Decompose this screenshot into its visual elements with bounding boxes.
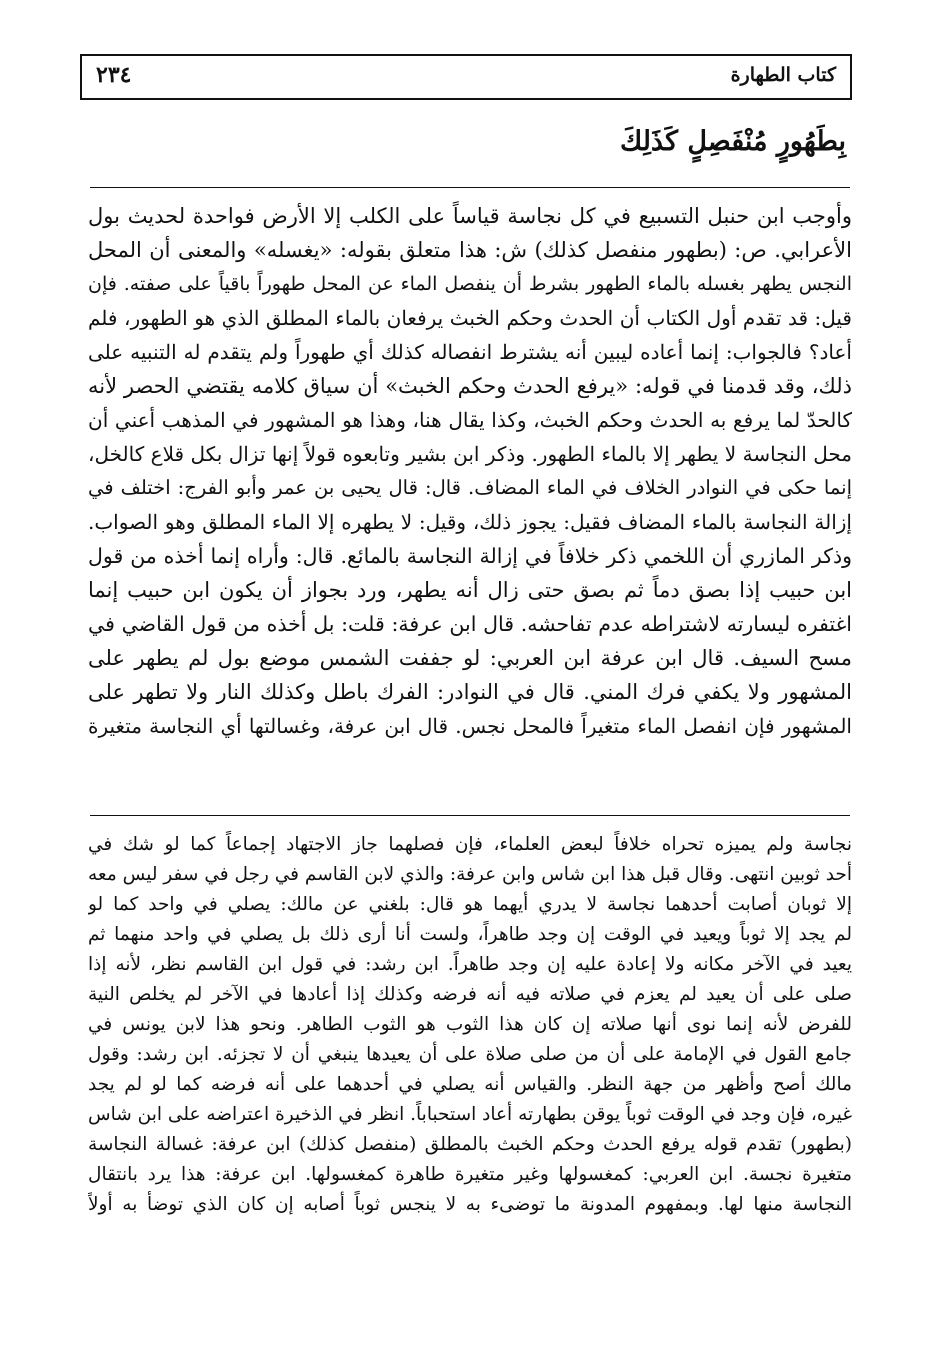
text-line: المشهور ولا يكفي فرك المني. قال في النوادر: الفرك باطل وكذلك النار ولا تطهر على bbox=[88, 680, 852, 704]
text-line: مسح السيف. قال ابن عرفة ابن العربي: لو جففت الشمس موضع بول لم يطهر على bbox=[88, 646, 852, 670]
text-line: المشهور فإن انفصل الماء متغيراً فالمحل نجس. قال ابن عرفة، وغسالتها أي النجاسة متغيرة bbox=[88, 714, 852, 738]
note-line: جامع القول في الإمامة على أن من صلى صلاة على أن يعيدها ينبغي أن لا تجزئه. ابن رشد: وقول bbox=[88, 1044, 852, 1065]
chapter-title: كتاب الطهارة bbox=[730, 64, 836, 86]
text-line: اغتفره ليسارته لاشتراطه عدم تفاحشه. قال ابن عرفة: قلت: بل أخذه من قول القاضي في bbox=[88, 612, 852, 636]
note-line: غيره، فإن وجد في الوقت ثوباً يوقن بطهارته أعاد استحباباً. انظر في الذخيرة اعتراضه على ابن شاس bbox=[88, 1104, 852, 1125]
note-line: النجاسة منها لها. وبمفهوم المدونة ما توضىء به لا ينجس ثوباً أصابه إن كان الذي توضأ به أولاً bbox=[88, 1194, 852, 1215]
text-line: إنما حكى في النوادر الخلاف في الماء المضاف. قال: قال يحيى بن عمر وأبو الفرج: اختلف في bbox=[88, 476, 852, 499]
running-header bbox=[80, 54, 852, 100]
text-line: أعاد؟ فالجواب: إنما أعاده ليبين أنه يشترط انفصاله كذلك أي طهوراً ولم يتقدم له التنبيه على bbox=[88, 340, 852, 364]
note-line: للفرض لأنه إنما نوى أنها صلاته إن كان هذا الثوب هو الثوب الطاهر. ونحو هذا لابن يونس في bbox=[88, 1014, 852, 1035]
note-line: صلى على أن يعيد لم يعزم في صلاته فيه أنه فرضه وكذلك إذا أعادها في الآخر لم يخلص النية bbox=[88, 984, 852, 1005]
text-line: الأعرابي. ص: (بطهور منفصل كذلك) ش: هذا متعلق بقوله: «يغسله» والمعنى أن المحل bbox=[88, 238, 852, 262]
text-line: إزالة النجاسة بالماء المضاف فقيل: يجوز ذلك، وقيل: لا يطهره إلا الماء المطلق وهو الصواب. bbox=[88, 510, 852, 534]
note-line: لم يجد إلا ثوباً ويعيد في الوقت إن وجد طاهراً، ولست أنا أرى ذلك بل يصلي في واحد منهما ثم bbox=[88, 924, 852, 945]
note-line: يعيد في الآخر مكانه ولا إعادة عليه إن وجد طاهراً. ابن رشد: في قول ابن القاسم نظر، لأنه إذا bbox=[88, 954, 852, 975]
matn-heading: بِطَهُورٍ مُنْفَصِلٍ كَذَلِكَ bbox=[619, 126, 846, 157]
commentary-text bbox=[88, 199, 852, 759]
text-line: وأوجب ابن حنبل التسبيع في كل نجاسة قياساً على الكلب إلا الأرض فواحدة لحديث بول bbox=[88, 204, 852, 228]
text-line: النجس يطهر بغسله بالماء الطهور بشرط أن ينفصل الماء عن المحل طهوراً باقياً على صفته. فإن bbox=[88, 273, 852, 295]
note-line: إلا ثوبان أصابت أحدهما نجاسة لا يدري أيهما هو قال: بلغني عن مالك: يصلي في واحد كما لو bbox=[88, 894, 852, 915]
margin-commentary-text bbox=[88, 830, 852, 1230]
note-line: أحد ثوبين انتهى. وقال قبل هذا ابن شاس وابن عرفة: والذي لابن القاسم في رجل في سفر ليس معه bbox=[88, 864, 852, 885]
separator-rule-top bbox=[90, 187, 850, 188]
page-number: ٢٣٤ bbox=[96, 62, 132, 88]
text-line: كالحدّ لما يرفع به الحدث وحكم الخبث، وكذا يقال هنا، وهذا هو المشهور في المذهب أعني أن bbox=[88, 408, 852, 432]
note-line: (بطهور) تقدم قوله يرفع الحدث وحكم الخبث بالمطلق (منفصل كذلك) ابن عرفة: غسالة النجاسة bbox=[88, 1134, 852, 1155]
note-line: مالك أصح وأظهر من جهة النظر. والقياس أنه يصلي في أحدهما على أنه فرضه كما لو لم يجد bbox=[88, 1074, 852, 1095]
text-line: محل النجاسة لا يطهر إلا بالماء الطهور. وذكر ابن بشير وتابعوه قولاً إنها تزال بكل قلاع كالخل، bbox=[88, 442, 852, 466]
text-line: قيل: قد تقدم أول الكتاب أن الحدث وحكم الخبث يرفعان بالماء المطلق الذي هو الطهور، فلم bbox=[88, 306, 852, 330]
note-line: متغيرة نجسة. ابن العربي: كمغسولها وغير متغيرة طاهرة كمغسولها. ابن عرفة: هذا يرد بانتقال bbox=[88, 1164, 852, 1185]
text-line: ابن حبيب إذا بصق دماً ثم بصق حتى زال أنه يطهر، ورد بجواز أن يكون ابن حبيب إنما bbox=[88, 578, 852, 602]
text-line: ذلك، وقد قدمنا في قوله: «يرفع الحدث وحكم الخبث» أن سياق كلامه يقتضي الحصر لأنه bbox=[88, 374, 852, 398]
note-line: نجاسة ولم يميزه تحراه خلافاً لبعض العلماء، فإن فصلهما جاز الاجتهاد إجماعاً كما لو شك في bbox=[88, 834, 852, 855]
text-line: وذكر المازري أن اللخمي ذكر خلافاً في إزالة النجاسة بالمائع. قال: وأراه إنما أخذه من قول bbox=[88, 544, 852, 568]
separator-rule-bottom bbox=[90, 815, 850, 816]
